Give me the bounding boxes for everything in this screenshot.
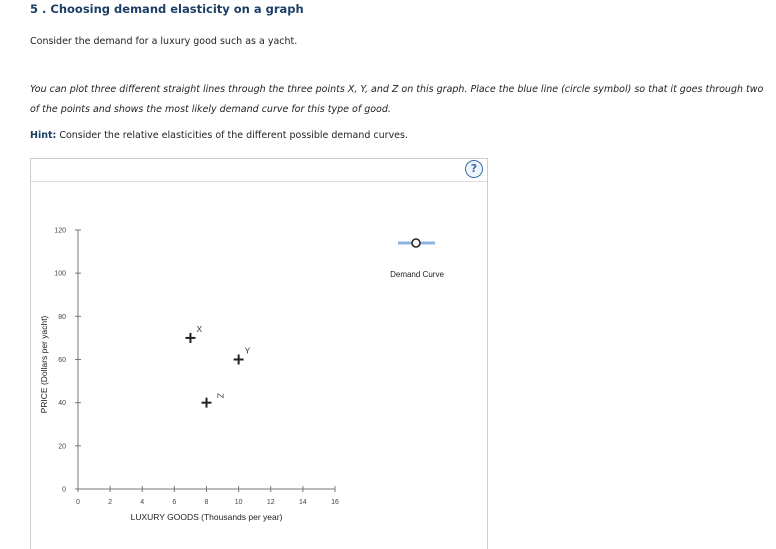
hint-label: Hint: bbox=[30, 130, 57, 141]
hint-text: Consider the relative elasticities of the different possible demand curves. bbox=[59, 130, 409, 141]
question-instructions: You can plot three different straight lines through the three points X, Y, and Z on this graph. Place the blue line (circle symbol) so that it goes through two of the points and shows the most likely demand curve for this type of good. bbox=[30, 84, 764, 115]
question-number: 5 bbox=[30, 2, 39, 16]
x-tick-label: 10 bbox=[234, 499, 243, 506]
x-tick-label: 12 bbox=[266, 499, 275, 506]
x-tick-label: 6 bbox=[172, 499, 177, 506]
y-tick-label: 0 bbox=[62, 486, 66, 494]
y-tick-label: 60 bbox=[58, 357, 66, 364]
point-y bbox=[234, 355, 244, 365]
point-z bbox=[202, 398, 212, 408]
question-heading: 5 . Choosing demand elasticity on a graph bbox=[30, 2, 304, 16]
y-tick-label: 80 bbox=[58, 313, 66, 321]
y-axis-title: PRICE (Dollars per yacht) bbox=[39, 315, 49, 414]
x-tick-label: 4 bbox=[140, 499, 145, 506]
x-tick-label: 0 bbox=[76, 499, 80, 506]
point-label-z: Z bbox=[215, 393, 226, 399]
x-tick-label: 8 bbox=[204, 499, 209, 506]
question-title: Choosing demand elasticity on a graph bbox=[50, 2, 304, 16]
y-tick-label: 40 bbox=[58, 400, 66, 408]
question-mark-icon[interactable]: ? bbox=[465, 160, 483, 178]
legend-label: Demand Curve bbox=[390, 270, 444, 279]
x-tick-label: 16 bbox=[331, 499, 339, 506]
y-tick-label: 120 bbox=[54, 227, 66, 235]
x-tick-label: 2 bbox=[108, 499, 113, 506]
x-axis-title: LUXURY GOODS (Thousands per year) bbox=[130, 512, 283, 522]
point-x bbox=[185, 333, 195, 343]
x-tick-label: 14 bbox=[298, 499, 307, 506]
question-intro: Consider the demand for a luxury good such as a yacht. bbox=[30, 36, 298, 47]
y-tick-label: 20 bbox=[58, 443, 66, 451]
point-label-y: Y bbox=[244, 345, 251, 356]
point-label-x: X bbox=[196, 323, 203, 334]
y-tick-label: 100 bbox=[54, 270, 66, 278]
legend-circle-icon[interactable] bbox=[412, 239, 420, 247]
